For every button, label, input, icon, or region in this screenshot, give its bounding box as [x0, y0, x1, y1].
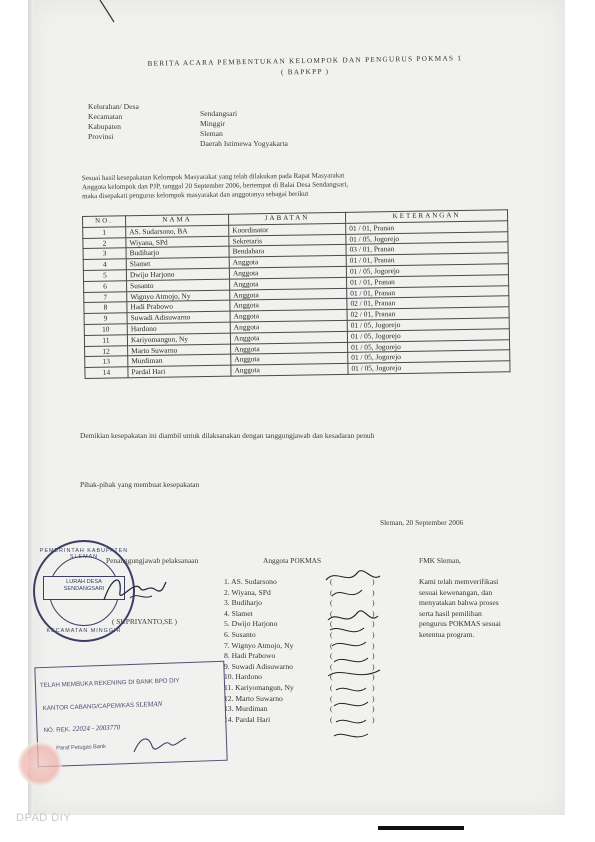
paren-open: (: [330, 651, 333, 661]
row-keterangan: 01 / 01, Pranan: [347, 285, 509, 298]
row-nama: Budiharjo: [126, 247, 229, 259]
row-keterangan: 01 / 01, Pranan: [346, 253, 508, 266]
value-provinsi: Daerah Istimewa Yogyakarta: [200, 139, 288, 148]
row-jabatan: Anggota: [230, 299, 347, 312]
paren-close: ): [372, 629, 375, 639]
bank-officer-signature: [130, 730, 190, 760]
paren-open: (: [330, 608, 333, 618]
title-line2: ( BAPKPP ): [280, 67, 330, 77]
label-kecamatan: Kecamatan: [88, 112, 123, 121]
value-kabupaten: Sleman: [200, 129, 223, 138]
bank-stamp-branch-handwritten: SLEMAN: [135, 699, 163, 709]
paren-close: ): [372, 598, 375, 608]
intro-line2: Anggota kelompok dan PJP, tanggal 20 September 2006, bertempat di Balai Desa Sendangsari,: [81, 180, 349, 192]
paren-close: ): [372, 587, 375, 597]
list-item: 14. Pardal Hari: [224, 714, 271, 724]
label-kelurahan: Kelurahan/ Desa: [88, 102, 139, 111]
header-no: NO.: [83, 216, 126, 227]
bank-stamp-account-label: NO. REK.: [43, 726, 71, 735]
bank-stamp-line2: [43, 700, 163, 712]
stamp-box-line1: LURAH DESA: [66, 579, 102, 585]
paren-close: ): [372, 619, 375, 629]
paren-close: ): [372, 651, 375, 661]
row-no: 6: [84, 281, 127, 292]
row-nama: Murdiman: [128, 355, 231, 367]
paren-close: ): [372, 661, 375, 671]
row-keterangan: 01 / 01, Pranan: [346, 221, 508, 234]
row-keterangan: 01 / 05, Jogorejo: [348, 350, 510, 363]
label-kabupaten: Kabupaten: [88, 122, 121, 131]
paren-close: ): [372, 672, 375, 682]
fmk-text-line: serta hasil pemilihan: [419, 608, 482, 618]
row-no: 11: [84, 335, 127, 346]
footer-bar: [378, 826, 464, 830]
row-nama: Wiyana, SPd: [126, 236, 229, 248]
row-jabatan: Anggota: [229, 256, 346, 269]
row-jabatan: Anggota: [230, 277, 347, 290]
paren-open: (: [330, 587, 333, 597]
heading-penanggungjawab: Penanggungjawab pelaksanaan: [106, 556, 199, 565]
table-body: [83, 221, 510, 379]
list-item: 9. Suwadi Adisuwarno: [224, 661, 293, 671]
fmk-text-line: sesuai kewenangan, dan: [419, 587, 493, 597]
title-line1: BERITA ACARA PEMBENTUKAN KELOMPOK DAN PENGURUS POKMAS 1: [147, 54, 463, 68]
row-no: 9: [84, 313, 127, 324]
row-keterangan: 01 / 05, Jogorejo: [346, 264, 508, 277]
row-nama: Hadi Prabowo: [127, 301, 230, 313]
list-item: 11. Kariyomangun, Ny: [224, 682, 294, 692]
list-item: 2. Wiyana, SPd: [224, 587, 271, 597]
row-jabatan: Anggota: [231, 353, 348, 366]
paren-close: ): [372, 714, 375, 724]
paren-close: ): [372, 640, 375, 650]
paren-open: (: [330, 672, 333, 682]
row-no: 3: [83, 248, 126, 259]
row-jabatan: Anggota: [230, 320, 347, 333]
row-jabatan: Koordinator: [229, 223, 346, 236]
paper-edge: [28, 0, 34, 815]
paren-open: (: [330, 619, 333, 629]
intro-line3: maka disepakati pengurus kelompok masyarakat dan anggotanya sebagai berikut: [82, 189, 309, 201]
paren-close: ): [372, 608, 375, 618]
place-date: Sleman, 20 September 2006: [380, 518, 464, 527]
row-keterangan: 01 / 05, Jogorejo: [346, 231, 508, 244]
row-no: 2: [83, 237, 126, 248]
label-provinsi: Provinsi: [88, 132, 114, 141]
row-nama: Wignyo Atmojo, Ny: [127, 290, 230, 302]
row-nama: Pardal Hari: [128, 365, 231, 377]
row-keterangan: 01 / 05, Jogorejo: [347, 329, 509, 342]
value-kelurahan: Sendangsari: [200, 109, 238, 118]
fmk-verification-text: [419, 577, 501, 641]
header-keterangan: KETERANGAN: [345, 210, 507, 223]
bank-stamp-account-handwritten: 22024 - 2003770: [72, 723, 121, 734]
row-no: 12: [85, 345, 128, 356]
row-keterangan: 02 / 01, Pranan: [347, 296, 509, 309]
heading-fmk: FMK Sleman,: [419, 556, 461, 565]
closing-statement: Demikian kesepakatan ini diambil untuk dilaksanakan dengan tanggungjawab dan kesadaran penuh: [80, 431, 375, 440]
row-no: 7: [84, 291, 127, 302]
paren-open: (: [330, 629, 333, 639]
row-nama: Marto Suwarno: [128, 344, 231, 356]
heading-anggota: Anggota POKMAS: [263, 556, 322, 565]
location-values: [200, 109, 288, 149]
paren-open: (: [330, 598, 333, 608]
row-jabatan: Anggota: [230, 331, 347, 344]
list-item: 1. AS. Sudarsono: [224, 577, 277, 586]
row-nama: Susanto: [127, 279, 230, 291]
fmk-text-line: Kami telah memverifikasi: [419, 577, 499, 586]
watermark: DPAD DIY: [16, 812, 72, 824]
row-no: 14: [85, 367, 128, 378]
member-signatures: [318, 566, 388, 746]
bank-stamp-line1: TELAH MEMBUKA REKENING DI BANK BPD DIY: [39, 677, 180, 690]
paren-open: (: [330, 714, 333, 724]
list-item: 7. Wignyo Atmojo, Ny: [224, 640, 294, 650]
fmk-text-line: ketentua program.: [419, 629, 475, 639]
location-labels: [88, 102, 139, 142]
row-no: 10: [84, 324, 127, 335]
fmk-text-line: menyatakan bahwa proses: [419, 598, 499, 608]
paren-close: ): [372, 682, 375, 692]
member-table: [82, 209, 511, 379]
stamp-box-line2: SENDANGSARI: [63, 586, 105, 592]
row-nama: Hardono: [127, 322, 230, 334]
row-no: 5: [83, 270, 126, 281]
list-item: 4. Slamet: [224, 608, 253, 618]
paren-open: (: [330, 682, 333, 692]
list-item: 12. Marto Suwarno: [224, 693, 283, 703]
parties-statement: Pihak-pihak yang membuat kesepakatan: [80, 480, 200, 489]
intro-line1: Sesuai hasil kesepakatan Kelompok Masyarakat yang telah dilakukan pada Rapat Masyarakat: [81, 171, 345, 183]
row-keterangan: 01 / 05, Jogorejo: [348, 339, 510, 352]
member-signature-list: [224, 577, 294, 725]
list-item: 5. Dwijo Harjono: [224, 619, 278, 629]
list-item: 10. Hardono: [224, 672, 262, 682]
row-keterangan: 01 / 05, Jogorejo: [348, 361, 510, 374]
row-jabatan: Anggota: [229, 266, 346, 279]
row-keterangan: 02 / 01, Pranan: [347, 307, 509, 320]
row-nama: AS. Sudarsono, BA: [126, 225, 229, 237]
row-keterangan: 01 / 05, Jogorejo: [347, 318, 509, 331]
row-no: 1: [83, 227, 126, 238]
header-nama: NAMA: [126, 214, 229, 226]
row-jabatan: Sekretaris: [229, 234, 346, 247]
paren-open: (: [330, 661, 333, 671]
paren-close: ): [372, 704, 375, 714]
archive-logo: [18, 742, 62, 786]
paren-close: ): [372, 693, 375, 703]
row-nama: Dwijo Harjono: [126, 268, 229, 280]
row-nama: Slamet: [126, 257, 229, 269]
row-nama: Suwadi Adisuwarno: [127, 311, 230, 323]
row-jabatan: Anggota: [230, 310, 347, 323]
row-jabatan: Anggota: [230, 288, 347, 301]
value-kecamatan: Minggir: [200, 119, 225, 128]
paren-close: ): [372, 577, 375, 586]
row-no: 4: [83, 259, 126, 270]
head-signature: [100, 570, 170, 610]
row-keterangan: 01 / 01, Pranan: [346, 275, 508, 288]
row-jabatan: Bendahara: [229, 245, 346, 258]
head-name: ( SUPRIYANTO,SE ): [112, 617, 177, 626]
paren-open: (: [330, 640, 333, 650]
row-no: 8: [84, 302, 127, 313]
intro-paragraph: [82, 170, 502, 201]
list-item: 13. Murdiman: [224, 704, 268, 714]
list-item: 6. Susanto: [224, 629, 256, 639]
row-keterangan: 03 / 01, Pranan: [346, 242, 508, 255]
stamp-ring-bottom: KECAMATAN MINGGIR: [46, 628, 122, 634]
list-item: 3. Budiharjo: [224, 598, 262, 608]
paren-open: (: [330, 693, 333, 703]
row-jabatan: Anggota: [231, 342, 348, 355]
row-jabatan: Anggota: [231, 363, 348, 376]
pen-mark: [96, 0, 120, 26]
bank-stamp-line3: [43, 723, 120, 734]
paren-open: (: [330, 704, 333, 714]
row-nama: Kariyomangun, Ny: [127, 333, 230, 345]
header-jabatan: JABATAN: [228, 212, 345, 225]
list-item: 8. Hadi Prabowo: [224, 651, 276, 661]
bank-stamp-line2-label: KANTOR CABANG/CAPEM/KAS: [42, 701, 135, 713]
row-no: 13: [85, 356, 128, 367]
fmk-text-line: pengurus POKMAS sesuai: [419, 619, 501, 629]
bank-stamp-line4: Paraf Petugas Bank: [56, 743, 107, 752]
stamp-ring-top: PEMERINTAH KABUPATEN SLEMAN: [39, 548, 129, 560]
paren-open: (: [330, 577, 333, 586]
